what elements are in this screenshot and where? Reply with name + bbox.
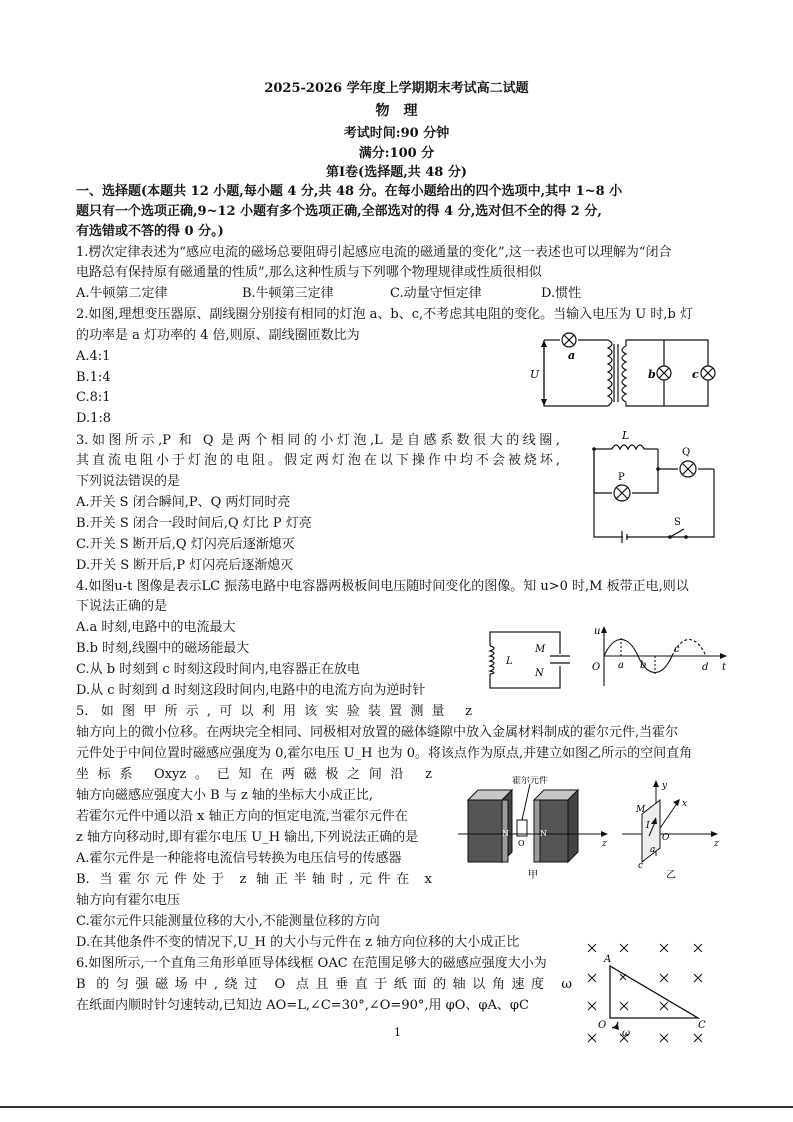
q4-lc-circuit-figure xyxy=(484,628,574,692)
q6-label-c: C xyxy=(698,1020,706,1031)
q5-label-a: a xyxy=(650,845,656,855)
q2-label-a: a xyxy=(568,349,576,362)
q4-option-b: B.b 时刻,线圈中的磁场能最大 xyxy=(76,641,250,656)
q5-option-d: D.在其他条件不变的情况下,U_H 的大小与元件在 z 轴方向位移的大小成正比 xyxy=(76,935,520,950)
q4-graph-label-u: u xyxy=(594,626,601,637)
q5-option-b-line1: B. 当霍尔元件处于 z 轴正半轴时,元件在 x xyxy=(76,872,432,887)
q5-label-y: y xyxy=(662,781,668,791)
q1-option-d: D.惯性 xyxy=(541,286,582,301)
q3-stem-line1: 3.如图所示,P 和 Q 是两个相同的小灯泡,L 是自感系数很大的线圈, xyxy=(76,433,560,448)
q5-label-n-left: N xyxy=(502,829,509,838)
q4-graph-label-c: c xyxy=(674,644,680,655)
q4-option-a: A.a 时刻,电路中的电流最大 xyxy=(76,620,236,635)
q6-label-o: O xyxy=(598,1020,607,1031)
q5-label-yi: 乙 xyxy=(666,870,676,880)
q5-label-c: c xyxy=(638,861,644,871)
q6-label-a: A xyxy=(604,954,612,965)
q3-inductor-circuit-figure xyxy=(574,425,724,543)
z-axis-arrow-icon xyxy=(711,831,718,837)
q5-option-b-line2: 轴方向有霍尔电压 xyxy=(76,893,181,908)
q6-triangle-frame-figure xyxy=(580,938,730,1050)
q6-stem-line3: 在纸面内顺时针匀速转动,已知边 AO=L,∠C=30°,∠O=90°,用 φO、φA、φC xyxy=(76,998,529,1013)
q5-stem-line3: 元件处于中间位置时磁感应强度为 0,霍尔电压 U_H 也为 0。将该点作为原点,并建立如图乙所示的空间直角 xyxy=(76,746,693,761)
q1-option-c: C.动量守恒定律 xyxy=(390,286,482,301)
exam-score: 满分:100 分 xyxy=(358,146,435,161)
q3-label-l: L xyxy=(622,429,630,442)
q5-label-x: x xyxy=(682,799,688,809)
q5-label-hall-element: 霍尔元件 xyxy=(512,776,549,786)
q3-label-q: Q xyxy=(682,447,691,458)
q4-option-d: D.从 c 时刻到 d 时刻这段时间内,电路中的电流方向为逆时针 xyxy=(76,683,426,698)
q4-graph-label-a: a xyxy=(618,660,624,671)
q5-label-m: M xyxy=(636,805,646,815)
q2-label-c: c xyxy=(692,368,699,381)
q3-option-d: D.开关 S 断开后,P 灯闪亮后逐渐熄灭 xyxy=(76,558,294,573)
q1-stem-line2: 电路总有保持原有磁通量的性质”,那么这种性质与下列哪个物理规律或性质很相似 xyxy=(76,265,542,280)
q5-stem-line5: 轴方向磁感应强度大小 B 与 z 轴的坐标大小成正比, xyxy=(76,788,374,803)
q5-option-a: A.霍尔元件是一种能将电流信号转换为电压信号的传感器 xyxy=(76,851,402,866)
y-axis-arrow-icon xyxy=(601,626,607,633)
q3-option-a: A.开关 S 闭合瞬间,P、Q 两灯同时亮 xyxy=(76,495,291,510)
q4-ut-graph-figure xyxy=(590,624,730,692)
section-instructions-line3: 有选错或不答的得 0 分。) xyxy=(76,224,224,239)
q5-label-z: z xyxy=(714,839,719,849)
q4-label-l: L xyxy=(506,656,513,667)
section-instructions-line1: 一、选择题(本题共 12 小题,每小题 4 分,共 48 分。在每小题给出的四个选项中,其中 1~8 小 xyxy=(76,184,623,199)
q4-label-m: M xyxy=(535,644,546,655)
q2-option-b: B.1:4 xyxy=(76,370,111,385)
q5-option-c: C.霍尔元件只能测量位移的大小,不能测量位移的方向 xyxy=(76,914,380,929)
q5-magnet-figure-jia xyxy=(456,776,616,880)
q2-option-a: A.4:1 xyxy=(76,349,111,364)
page-bottom-rule xyxy=(0,1106,793,1108)
exam-time: 考试时间:90 分钟 xyxy=(343,126,450,141)
q3-option-c: C.开关 S 断开后,Q 灯闪亮后逐渐熄灭 xyxy=(76,537,295,552)
q6-stem-line1: 6.如图所示,一个直角三角形单匝导体线框 OAC 在范围足够大的磁感应强度大小为 xyxy=(76,956,547,971)
x-axis-arrow-icon xyxy=(720,653,727,659)
q2-label-b: b xyxy=(648,368,656,381)
q1-option-a: A.牛顿第二定律 xyxy=(76,286,168,301)
q2-label-u: U xyxy=(530,368,540,381)
q4-label-n: N xyxy=(535,668,544,679)
q2-option-d: D.1:8 xyxy=(76,411,112,426)
q5-label-o: O xyxy=(662,833,670,843)
q4-stem-line1: 4.如图u-t 图像是表示LC 振荡电路中电容器两极板间电压随时间变化的图像。知 u>0 时,M 板带正电,则以 xyxy=(76,579,689,594)
q5-stem-line6: 若霍尔元件中通以沿 x 轴正方向的恒定电流,当霍尔元件在 xyxy=(76,809,408,824)
q5-label-origin: O xyxy=(518,839,525,848)
q4-stem-line2: 下说法正确的是 xyxy=(76,599,168,614)
q2-option-c: C.8:1 xyxy=(76,390,111,405)
q3-label-s: S xyxy=(674,517,681,528)
q3-stem-line3: 下列说法错误的是 xyxy=(76,474,181,489)
q5-label-i: I xyxy=(646,821,650,831)
q5-stem-line7: z 轴方向移动时,即有霍尔电压 U_H 输出,下列说法正确的是 xyxy=(76,830,419,845)
q5-label-jia: 甲 xyxy=(528,870,538,880)
q4-option-c: C.从 b 时刻到 c 时刻这段时间内,电容器正在放电 xyxy=(76,662,360,677)
q4-graph-label-b: b xyxy=(640,660,647,671)
q3-stem-line2: 其直流电阻小于灯泡的电阻。假定两灯泡在以下操作中均不会被烧坏, xyxy=(76,453,560,468)
q4-graph-label-t: t xyxy=(722,662,727,673)
part-title: 第Ⅰ卷(选择题,共 48 分) xyxy=(325,165,468,180)
q5-stem-line4: 坐标系 Oxyz。已知在两磁极之间沿 z xyxy=(76,767,432,782)
q3-option-b: B.开关 S 闭合一段时间后,Q 灯比 P 灯亮 xyxy=(76,516,312,531)
q6-label-omega: ω xyxy=(622,1028,631,1039)
subject-title: 物 理 xyxy=(375,103,418,119)
q2-stem-line1: 2.如图,理想变压器原、副线圈分别接有相同的灯泡 a、b、c,不考虑其电阻的变化。当输入电压为 U 时,b 灯 xyxy=(76,307,693,322)
q3-label-p: P xyxy=(618,472,625,483)
q1-option-b: B.牛顿第三定律 xyxy=(242,286,334,301)
q5-label-n-right: N xyxy=(540,829,547,838)
section-instructions-line2: 题只有一个选项正确,9~12 小题有多个选项正确,全部选对的得 4 分,选对但不全的得 2 分, xyxy=(76,204,602,219)
q5-stem-line1: 5. 如图甲所示,可以利用该实验装置测量 z xyxy=(76,704,472,719)
q5-stem-line2: 轴方向上的微小位移。在两块完全相同、同极相对放置的磁体缝隙中放入金属材料制成的霍尔元件,当霍尔 xyxy=(76,725,679,740)
page-number: 1 xyxy=(394,1026,401,1039)
arrow-down-icon xyxy=(541,399,547,406)
q6-stem-line2: B 的匀强磁场中,绕过 O 点且垂直于纸面的轴以角速度 ω xyxy=(76,977,572,992)
arrow-up-icon xyxy=(541,340,547,347)
q4-graph-label-d: d xyxy=(702,662,709,673)
q5-coordinate-figure-yi xyxy=(616,776,722,880)
q2-transformer-figure xyxy=(530,332,720,412)
z-axis-arrow-icon xyxy=(601,831,608,837)
q4-graph-label-o: O xyxy=(592,662,601,673)
q2-stem-line2: 的功率是 a 灯功率的 4 倍,则原、副线圈匝数比为 xyxy=(76,328,360,343)
q5-label-z: z xyxy=(602,839,607,849)
exam-title: 2025-2026 学年度上学期期末考试高二试题 xyxy=(264,81,529,96)
y-axis-arrow-icon xyxy=(653,780,659,787)
q1-stem-line1: 1.楞次定律表述为“感应电流的磁场总要阻碍引起感应电流的磁通量的变化”,这一表述也可以理解为“闭合 xyxy=(76,245,672,260)
